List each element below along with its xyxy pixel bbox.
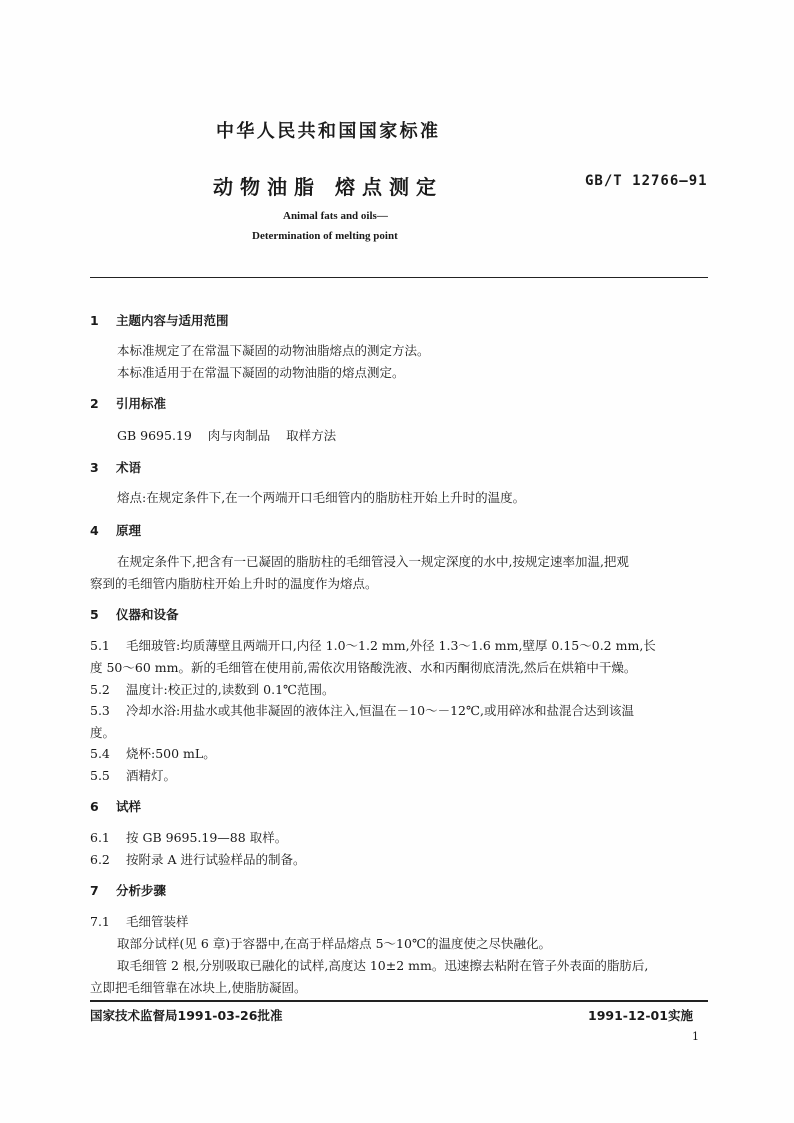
document-title: 动物油脂 熔点测定 <box>213 175 443 199</box>
item-5-3: 5.3 冷却水浴:用盐水或其他非凝固的液体注入,恒温在－10～－12℃,或用碎冰和盐混合达到该温 <box>90 703 634 718</box>
section-1-heading: 1 主题内容与适用范围 <box>90 313 229 328</box>
item-5-2: 5.2 温度计:校正过的,读数到 0.1℃范围。 <box>90 682 335 697</box>
item-6-1: 6.1 按 GB 9695.19—88 取样。 <box>90 830 288 845</box>
page-number: 1 <box>692 1030 699 1043</box>
standard-code: GB/T 12766—91 <box>585 173 708 189</box>
section-6-heading: 6 试样 <box>90 799 142 814</box>
item-6-2: 6.2 按附录 A 进行试验样品的制备。 <box>90 852 306 867</box>
section-1-paragraph-2: 本标准适用于在常温下凝固的动物油脂的熔点测定。 <box>117 365 405 380</box>
section-2-reference: GB 9695.19 肉与肉制品 取样方法 <box>117 428 337 443</box>
item-5-4: 5.4 烧杯:500 mL。 <box>90 746 216 761</box>
item-5-1-continued: 度 50～60 mm。新的毛细管在使用前,需依次用铬酸洗液、水和丙酮彻底清洗,然后在烘箱中干燥。 <box>90 660 637 675</box>
footer-divider <box>90 1000 708 1002</box>
effective-date: 1991-12-01实施 <box>588 1008 693 1023</box>
section-4-paragraph-line-1: 在规定条件下,把含有一已凝固的脂肪柱的毛细管浸入一规定深度的水中,按规定速率加温,把观 <box>117 554 629 569</box>
section-4-heading: 4 原理 <box>90 523 142 538</box>
english-title-line-2: Determination of melting point <box>252 230 398 242</box>
section-3-definition: 熔点:在规定条件下,在一个两端开口毛细管内的脂肪柱开始上升时的温度。 <box>117 490 526 505</box>
item-7-1-paragraph-2: 取毛细管 2 根,分别吸取已融化的试样,高度达 10±2 mm。迅速擦去粘附在管子外表面的脂肪后, <box>117 958 649 973</box>
section-3-heading: 3 术语 <box>90 460 142 475</box>
item-7-1-paragraph-2-continued: 立即把毛细管靠在冰块上,使脂肪凝固。 <box>90 980 307 995</box>
section-2-heading: 2 引用标准 <box>90 396 167 411</box>
item-5-3-continued: 度。 <box>90 725 116 740</box>
item-5-1: 5.1 毛细玻管:均质薄壁且两端开口,内径 1.0～1.2 mm,外径 1.3～1.6 mm,壁厚 0.15～0.2 mm,长 <box>90 638 656 653</box>
header-divider <box>90 277 708 278</box>
item-5-5: 5.5 酒精灯。 <box>90 768 177 783</box>
section-5-heading: 5 仪器和设备 <box>90 607 179 622</box>
section-1-paragraph-1: 本标准规定了在常温下凝固的动物油脂熔点的测定方法。 <box>117 343 430 358</box>
item-7-1: 7.1 毛细管装样 <box>90 914 189 929</box>
section-4-paragraph-line-2: 察到的毛细管内脂肪柱开始上升时的温度作为熔点。 <box>90 576 378 591</box>
english-title-line-1: Animal fats and oils— <box>283 210 388 222</box>
issuing-authority: 中华人民共和国国家标准 <box>216 121 441 142</box>
item-7-1-paragraph-1: 取部分试样(见 6 章)于容器中,在高于样品熔点 5～10℃的温度使之尽快融化。 <box>117 936 551 951</box>
section-7-heading: 7 分析步骤 <box>90 883 167 898</box>
approval-date: 国家技术监督局1991-03-26批准 <box>90 1008 283 1023</box>
